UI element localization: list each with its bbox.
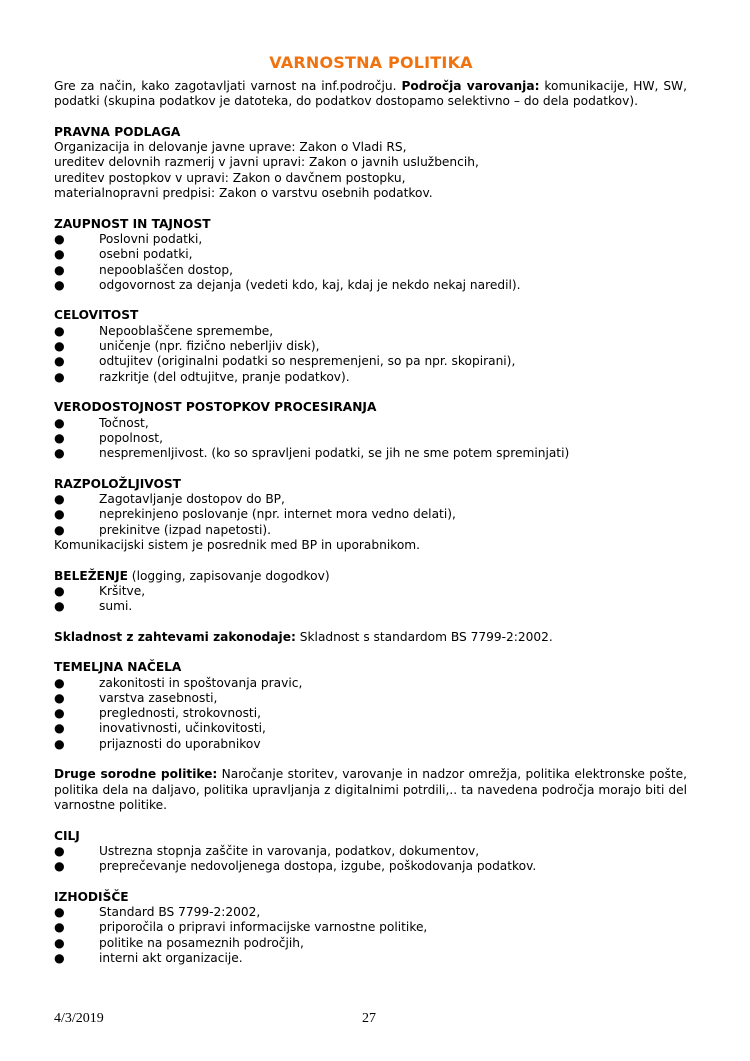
footer-date: 4/3/2019 <box>54 1011 104 1026</box>
bullet-icon: ● <box>54 675 65 690</box>
bullet-icon: ● <box>54 721 65 736</box>
list-item: ● nepooblaščen dostop, <box>54 262 233 277</box>
document-body <box>54 79 687 966</box>
izhodisce-heading: IZHODIŠČE <box>54 889 129 904</box>
bullet-icon: ● <box>54 905 65 920</box>
bullet-icon: ● <box>54 339 65 354</box>
list-item: ● nespremenljivost. (ko so spravljeni podatki, se jih ne sme potem spreminjati) <box>54 446 570 461</box>
pravna-heading: PRAVNA PODLAGA <box>54 124 181 139</box>
list-item: ● Poslovni podatki, <box>54 231 203 246</box>
skladnost-text: Skladnost s standardom BS 7799-2:2002. <box>295 629 553 644</box>
razpolozljivost-list <box>54 492 687 538</box>
bullet-icon: ● <box>54 859 65 874</box>
list-item: ● prijaznosti do uporabnikov <box>54 736 261 751</box>
list-item: ● neprekinjeno poslovanje (npr. internet mora vedno delati), <box>54 507 456 522</box>
bullet-icon: ● <box>54 247 65 262</box>
izhodisce-list <box>54 905 687 966</box>
pravna-line: ureditev postopkov v upravi: Zakon o davčnem postopku, <box>54 170 406 185</box>
bullet-icon: ● <box>54 920 65 935</box>
bullet-icon: ● <box>54 446 65 461</box>
verodostojnost-list <box>54 416 687 462</box>
list-item: ● Kršitve, <box>54 583 146 598</box>
druge-label: Druge sorodne politike: <box>54 767 218 782</box>
intro-bold: Področja varovanja: <box>401 79 540 93</box>
list-item: ● sumi. <box>54 599 133 614</box>
list-item: ● priporočila o pripravi informacijske varnostne politike, <box>54 920 428 935</box>
zaupnost-list <box>54 232 687 293</box>
intro-text: Gre za način, kako zagotavljati varnost na inf.področju. <box>54 79 402 93</box>
list-item: ● osebni podatki, <box>54 247 193 262</box>
list-item: ● Standard BS 7799-2:2002, <box>54 905 261 920</box>
page-title: VARNOSTNA POLITIKA <box>269 53 473 72</box>
druge-paragraph <box>54 767 687 813</box>
list-item: ● zakonitosti in spoštovanja pravic, <box>54 675 303 690</box>
belezenje-subtitle: (logging, zapisovanje dogodkov) <box>127 568 330 583</box>
bullet-icon: ● <box>54 492 65 507</box>
list-item: ● odtujitev (originalni podatki so nespremenjeni, so pa npr. skopirani), <box>54 354 516 369</box>
list-item: ● politike na posameznih področjih, <box>54 935 304 950</box>
list-item: ● preprečevanje nedovoljenega dostopa, izgube, poškodovanja podatkov. <box>54 859 537 874</box>
bullet-icon: ● <box>54 277 65 292</box>
intro-paragraph <box>54 79 687 110</box>
bullet-icon: ● <box>54 522 65 537</box>
bullet-icon: ● <box>54 690 65 705</box>
bullet-icon: ● <box>54 583 65 598</box>
belezenje-list <box>54 584 687 615</box>
list-item: ● varstva zasebnosti, <box>54 690 218 705</box>
celovitost-heading: CELOVITOST <box>54 308 139 323</box>
list-item: ● preglednosti, strokovnosti, <box>54 706 261 721</box>
belezenje-heading: BELEŽENJE <box>54 568 128 583</box>
pravna-line: ureditev delovnih razmerij v javni upravi: Zakon o javnih uslužbencih, <box>54 155 479 170</box>
razpolozljivost-note: Komunikacijski sistem je posrednik med BP in uporabnikom. <box>54 537 421 552</box>
pravna-line: materialnopravni predpisi: Zakon o varstvu osebnih podatkov. <box>54 186 433 201</box>
skladnost-label: Skladnost z zahtevami zakonodaje: <box>54 629 296 644</box>
bullet-icon: ● <box>54 231 65 246</box>
list-item: ● razkritje (del odtujitve, pranje podatkov). <box>54 369 350 384</box>
bullet-icon: ● <box>54 354 65 369</box>
bullet-icon: ● <box>54 843 65 858</box>
intro-text-2: komunikacije, HW, SW, podatki (skupina podatkov je datoteka, do podatkov dostopamo selektivno – do dela podatkov). <box>54 79 687 109</box>
belezenje-heading-line <box>54 569 687 584</box>
bullet-icon: ● <box>54 935 65 950</box>
list-item: ● Ustrezna stopnja zaščite in varovanja, podatkov, dokumentov, <box>54 843 480 858</box>
bullet-icon: ● <box>54 430 65 445</box>
celovitost-list <box>54 324 687 385</box>
list-item: ● odgovornost za dejanja (vedeti kdo, kaj, kdaj je nekdo nekaj naredil). <box>54 277 521 292</box>
bullet-icon: ● <box>54 323 65 338</box>
bullet-icon: ● <box>54 415 65 430</box>
bullet-icon: ● <box>54 369 65 384</box>
list-item: ● Nepooblaščene spremembe, <box>54 323 274 338</box>
list-item: ● inovativnosti, učinkovitosti, <box>54 721 266 736</box>
page-number: 27 <box>362 1011 376 1026</box>
list-item: ● interni akt organizacije. <box>54 950 243 965</box>
list-item: ● Zagotavljanje dostopov do BP, <box>54 492 285 507</box>
bullet-icon: ● <box>54 507 65 522</box>
bullet-icon: ● <box>54 950 65 965</box>
bullet-icon: ● <box>54 262 65 277</box>
temeljna-list <box>54 676 687 752</box>
verodostojnost-heading: VERODOSTOJNOST POSTOPKOV PROCESIRANJA <box>54 400 377 415</box>
list-item: ● Točnost, <box>54 415 149 430</box>
bullet-icon: ● <box>54 599 65 614</box>
temeljna-heading: TEMELJNA NAČELA <box>54 660 182 675</box>
bullet-icon: ● <box>54 706 65 721</box>
skladnost-paragraph <box>54 630 687 645</box>
razpolozljivost-heading: RAZPOLOŽLJIVOST <box>54 476 181 491</box>
druge-text: Naročanje storitev, varovanje in nadzor omrežja, politika elektronske pošte, politika dela na daljavo, politika upravljanja z digitalnimi potrdili,.. ta navedena področja morajo biti del varnostne politike. <box>54 767 687 812</box>
cilj-heading: CILJ <box>54 828 80 843</box>
list-item: ● prekinitve (izpad napetosti). <box>54 522 272 537</box>
pravna-line: Organizacija in delovanje javne uprave: Zakon o Vladi RS, <box>54 140 407 155</box>
list-item: ● popolnost, <box>54 430 163 445</box>
list-item: ● uničenje (npr. fizično neberljiv disk), <box>54 339 320 354</box>
cilj-list <box>54 844 687 875</box>
bullet-icon: ● <box>54 736 65 751</box>
zaupnost-heading: ZAUPNOST IN TAJNOST <box>54 216 211 231</box>
